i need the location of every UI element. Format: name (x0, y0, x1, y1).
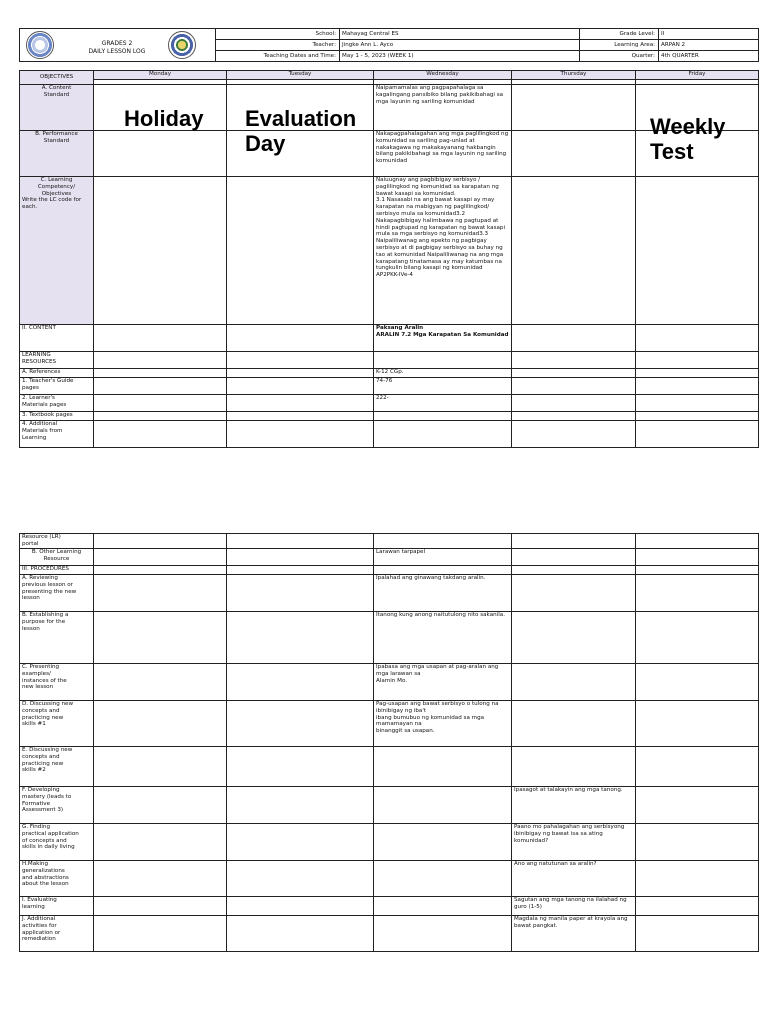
cell-wed-content (374, 325, 512, 352)
row-label-other-resource: B. Other Learning Resource (20, 549, 94, 566)
cell-wed-other-resource: Larawan tarpapel (374, 549, 512, 566)
row-label-references: A. References (20, 369, 94, 378)
content-topic-title: Paksang Aralin (376, 325, 424, 331)
row-label-teachers-guide: 1. Teacher's Guide pages (20, 378, 94, 395)
row-label-learning-resources: LEARNING RESOURCES (20, 352, 94, 369)
row-label-learners-materials: 2. Learner's Materials pages (20, 395, 94, 412)
row-label-additional-activities: J. Additional activities for application or remediation (20, 916, 94, 952)
cell-wed-reviewing: Ipalahad ang ginawang takdang aralin. (374, 575, 512, 612)
row-label-reviewing: A. Reviewing previous lesson or presenting the new lesson (20, 575, 94, 612)
header-table (19, 28, 759, 62)
cell-wed-content-standard: Naipamamalas ang pagpapahalaga sa kagalingang pansibiko bilang pakikibahagi sa mga layunin ng sariling komunidad (374, 85, 512, 131)
cell-wed-teachers-guide: 74-76 (374, 378, 512, 395)
cell-wed-purpose: Itanong kung anong naitutulong nito sakanila. (374, 612, 512, 664)
day-header-monday: Monday (94, 71, 227, 80)
overlay-weekly-test: Weekly Test (650, 114, 726, 164)
row-label-mastery: F. Developing mastery (leads to Formative Assessment 3) (20, 787, 94, 824)
overlay-holiday: Holiday (124, 106, 204, 131)
row-label-purpose: B. Establishing a purpose for the lesson (20, 612, 94, 664)
row-label-presenting: C. Presenting examples/ instances of the new lesson (20, 664, 94, 701)
cell-wed-learners-materials: 222- (374, 395, 512, 412)
quarter-label: Quarter: (580, 51, 659, 62)
cell-thu-application: Paano mo pahalagahan ang serbisyong ibinibigay ng bawat isa sa ating komunidad? (512, 824, 636, 861)
learning-area-value: ARPAN 2 (659, 40, 759, 51)
header-logo-cell (20, 29, 216, 62)
competency-label: C. Learning Competency/ Objectives (37, 177, 76, 197)
row-label-procedures: III. PROCEDURES (20, 566, 94, 575)
row-label-content-standard: A. Content Standard (20, 85, 94, 131)
day-header-wednesday: Wednesday (374, 71, 512, 80)
objectives-header: OBJECTIVES (20, 71, 94, 85)
school-value: Mahayag Central ES (340, 29, 580, 40)
cell-thu-additional-activities: Magdala ng manila paper at krayola ang bawat pangkat. (512, 916, 636, 952)
row-label-application: G. Finding practical application of concepts and skills in daily living (20, 824, 94, 861)
cell-thu-evaluating: Sagutan ang mga tanong na ilalahad ng guro (1-5) (512, 897, 636, 916)
school-seal-icon (168, 31, 196, 59)
row-label-learning-competency (20, 177, 94, 325)
deped-seal-icon (26, 31, 54, 59)
overlay-evaluation-day: Evaluation Day (245, 106, 357, 156)
day-header-friday: Friday (636, 71, 759, 80)
grade-level-value: II (659, 29, 759, 40)
dates-label: Teaching Dates and Time: (216, 51, 340, 62)
cell-wed-discussing-1: Pag-usapan ang bawat serbisyo o tulong na ibinibigay ng iba't ibang bumubuo ng komunidad sa mga mamamayan na binanggit sa usapan. (374, 701, 512, 747)
cell-wed-performance-standard: Nakapagpahalagahan ang mga paglilingkod ng komunidad sa sariling pag-unlad at nakakagawa ng makakayanang hakbangin bilang pakikibahagi sa mga layunin ng sariling komunidad (374, 131, 512, 177)
cell-thu-generalizations: Ano ang natutunan sa aralin? (512, 861, 636, 897)
quarter-value: 4th QUARTER (659, 51, 759, 62)
dates-value: May 1 - 5, 2023 (WEEK 1) (340, 51, 580, 62)
content-topic: ARALIN 7.2 Mga Karapatan Sa Komunidad (376, 331, 509, 338)
row-label-lr-portal: Resource (LR) portal (20, 534, 94, 549)
cell-wed-references: K-12 CGp. (374, 369, 512, 378)
lesson-log-table-page2 (19, 533, 759, 952)
row-label-discussing-1: D. Discussing new concepts and practicing new skills #1 (20, 701, 94, 747)
cell-wed-presenting: Ipabasa ang mga usapan at pag-aralan ang mga larawan sa Alamin Mo. (374, 664, 512, 701)
row-label-discussing-2: E. Discussing new concepts and practicing new skills #2 (20, 747, 94, 787)
row-label-performance-standard: B. Performance Standard (20, 131, 94, 177)
cell-thu-mastery: Ipasagot at talakayin ang mga tanong. (512, 787, 636, 824)
teacher-value: Jingke Ann L. Ayco (340, 40, 580, 51)
teacher-label: Teacher: (216, 40, 340, 51)
day-header-thursday: Thursday (512, 71, 636, 80)
competency-note: Write the LC code for each. (22, 197, 82, 211)
learning-area-label: Learning Area: (580, 40, 659, 51)
school-label: School: (216, 29, 340, 40)
log-title: GRADES 2 DAILY LESSON LOG (88, 40, 146, 55)
day-header-tuesday: Tuesday (227, 71, 374, 80)
grade-level-label: Grade Level: (580, 29, 659, 40)
row-label-evaluating: I. Evaluating learning (20, 897, 94, 916)
row-label-generalizations: H.Making generalizations and abstractions about the lesson (20, 861, 94, 897)
cell-wed-learning-competency: Naiuugnay ang pagbibigay serbisyo / paglilingkod ng komunidad sa karapatan ng bawat kasapi sa komunidad. 3.1 Nasasabi na ang bawat kasapi ay may karapatan na mabigyan ng paglilingkod/ serbisyo mula sa komunidad3.2 Nakapagbibigay halimbawa ng pagtupad at hindi pagtupad ng karapatan ng bawat kasapi mula sa mga serbisyo ng komunidad3.3 Naipaliliwanag ang epekto ng pagbigay serbisyo at di pagbigay serbisyo sa buhay ng tao at komunidad Naipaliliwanag na ang mga karapatang tinatamasa ay may katumbas na tungkulin bilang kasapi ng komunidad AP2PKK-IVe-4 (374, 177, 512, 325)
row-label-content: II. CONTENT (20, 325, 94, 352)
row-label-textbook: 3. Textbook pages (20, 412, 94, 421)
row-label-additional-materials: 4. Additional Materials from Learning (20, 421, 94, 448)
